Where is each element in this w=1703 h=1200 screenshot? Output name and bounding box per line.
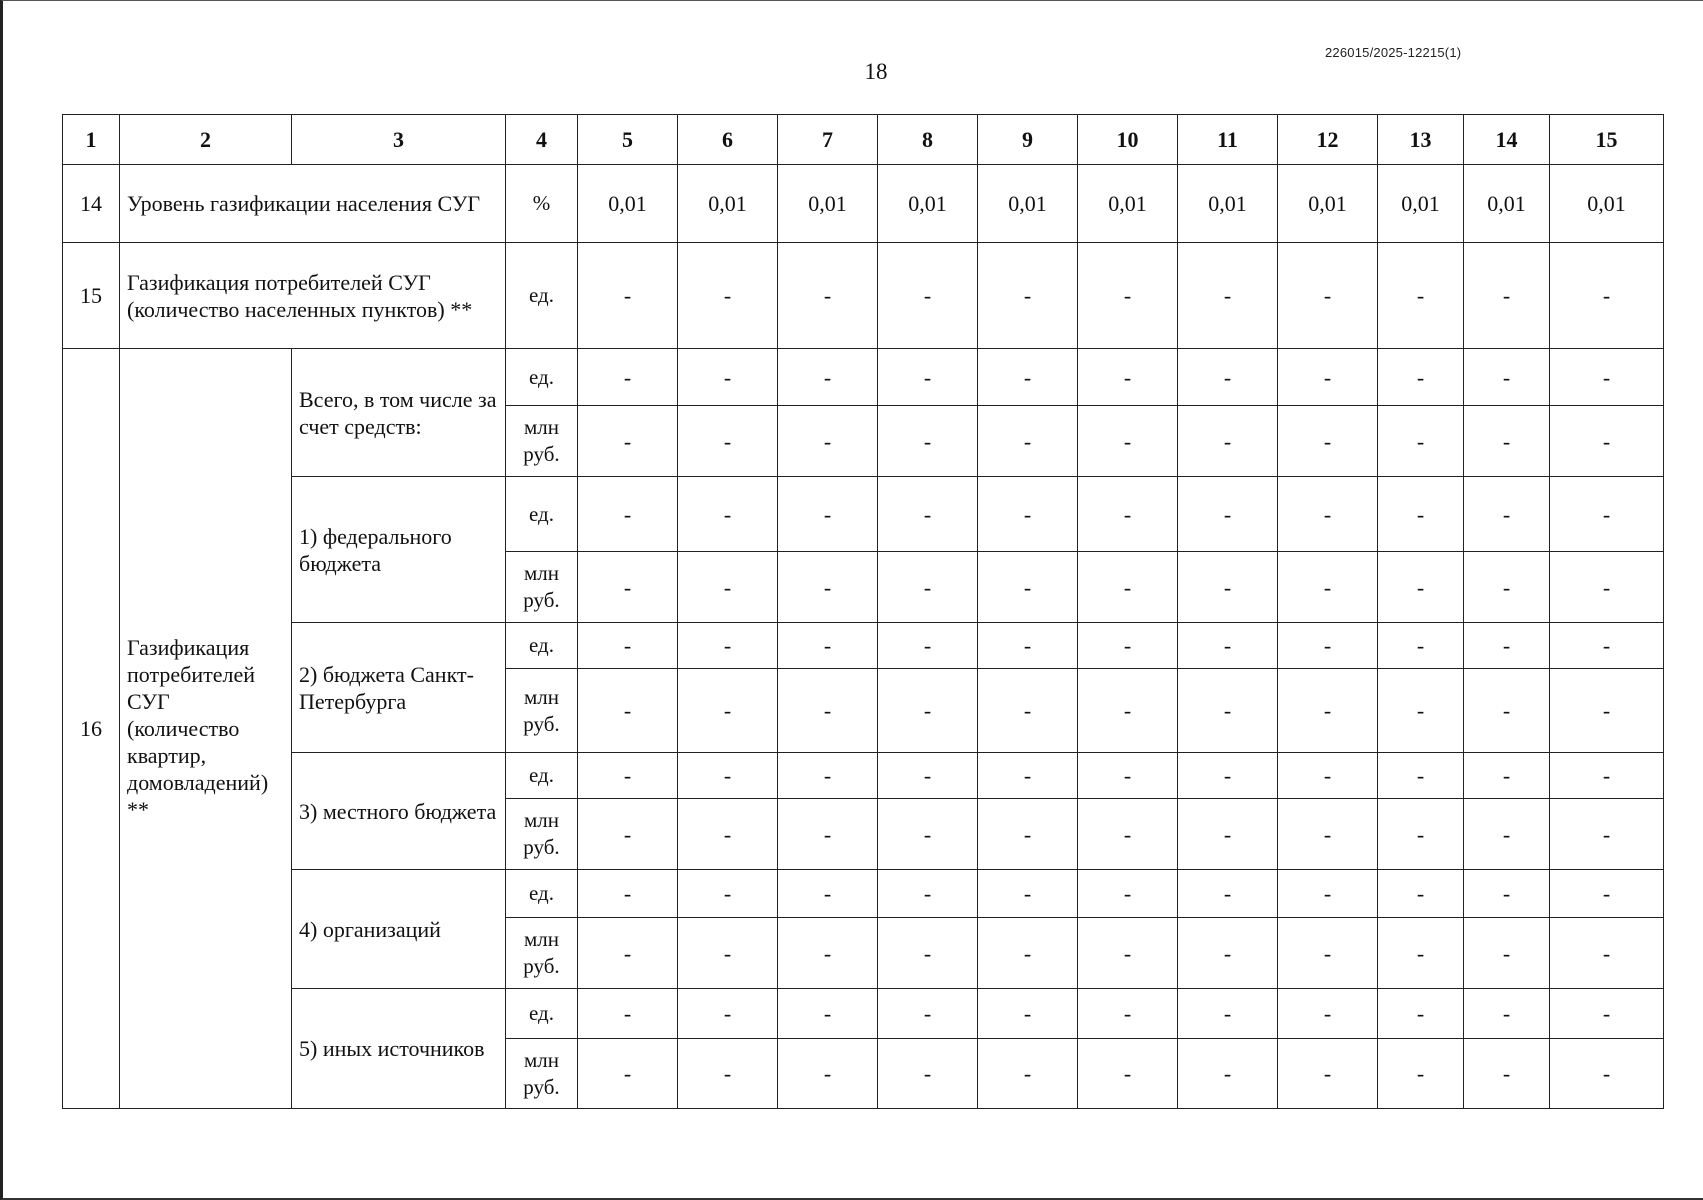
value-cell: 0,01: [978, 165, 1078, 243]
value-cell: -: [578, 753, 678, 799]
page-number: 18: [864, 59, 888, 84]
value-cell: -: [578, 669, 678, 753]
value-cell: -: [778, 989, 878, 1039]
value-cell: -: [778, 918, 878, 989]
value-cell: -: [1550, 989, 1664, 1039]
value-cell: -: [1464, 669, 1550, 753]
value-cell: -: [778, 243, 878, 349]
value-cell: -: [1178, 623, 1278, 669]
value-cell: -: [1464, 406, 1550, 477]
column-number-header: 1: [63, 115, 120, 165]
value-cell: -: [1464, 799, 1550, 870]
value-cell: -: [978, 623, 1078, 669]
value-cell: -: [1278, 349, 1378, 406]
value-cell: -: [1378, 989, 1464, 1039]
value-cell: -: [678, 918, 778, 989]
value-cell: -: [1078, 1039, 1178, 1109]
value-cell: -: [1550, 552, 1664, 623]
value-cell: -: [978, 552, 1078, 623]
unit-cell: млн руб.: [506, 669, 578, 753]
value-cell: -: [678, 552, 778, 623]
value-cell: -: [778, 870, 878, 918]
value-cell: -: [1464, 349, 1550, 406]
funding-source-label: Всего, в том числе за счет средств:: [292, 349, 506, 477]
column-number-header: 13: [1378, 115, 1464, 165]
unit-cell: ед.: [506, 477, 578, 552]
unit-cell: ед.: [506, 623, 578, 669]
table-row: [63, 753, 1664, 799]
value-cell: -: [1378, 477, 1464, 552]
value-cell: -: [1178, 870, 1278, 918]
value-cell: -: [578, 243, 678, 349]
value-cell: -: [878, 669, 978, 753]
value-cell: -: [778, 799, 878, 870]
indicator-name: Газификация потребителей СУГ (количество квартир, домовладений) **: [120, 349, 292, 1109]
value-cell: -: [1178, 918, 1278, 989]
value-cell: -: [978, 870, 1078, 918]
value-cell: -: [1278, 918, 1378, 989]
value-cell: -: [778, 623, 878, 669]
value-cell: -: [978, 477, 1078, 552]
value-cell: -: [1378, 349, 1464, 406]
value-cell: -: [1464, 753, 1550, 799]
value-cell: 0,01: [1178, 165, 1278, 243]
row-number: 15: [63, 243, 120, 349]
unit-cell: млн руб.: [506, 552, 578, 623]
value-cell: 0,01: [678, 165, 778, 243]
value-cell: -: [678, 477, 778, 552]
value-cell: -: [1178, 552, 1278, 623]
column-number-header: 7: [778, 115, 878, 165]
value-cell: 0,01: [778, 165, 878, 243]
value-cell: -: [878, 870, 978, 918]
value-cell: -: [1078, 753, 1178, 799]
column-number-header: 15: [1550, 115, 1664, 165]
value-cell: -: [778, 349, 878, 406]
value-cell: -: [1550, 243, 1664, 349]
value-cell: -: [1378, 406, 1464, 477]
value-cell: -: [978, 753, 1078, 799]
value-cell: -: [878, 1039, 978, 1109]
value-cell: -: [1078, 989, 1178, 1039]
value-cell: -: [1550, 753, 1664, 799]
value-cell: -: [778, 1039, 878, 1109]
value-cell: -: [978, 799, 1078, 870]
unit-cell: млн руб.: [506, 799, 578, 870]
column-number-header: 12: [1278, 115, 1378, 165]
column-number-header: 4: [506, 115, 578, 165]
column-number-header: 11: [1178, 115, 1278, 165]
value-cell: -: [1550, 669, 1664, 753]
value-cell: -: [1278, 753, 1378, 799]
value-cell: -: [578, 552, 678, 623]
value-cell: -: [1078, 799, 1178, 870]
value-cell: -: [1550, 918, 1664, 989]
value-cell: -: [1278, 623, 1378, 669]
value-cell: -: [678, 669, 778, 753]
value-cell: -: [578, 989, 678, 1039]
value-cell: -: [678, 753, 778, 799]
value-cell: -: [678, 243, 778, 349]
value-cell: -: [578, 918, 678, 989]
funding-source-label: 4) организаций: [292, 870, 506, 989]
value-cell: -: [878, 918, 978, 989]
value-cell: 0,01: [1278, 165, 1378, 243]
document-id: 226015/2025-12215(1): [1325, 45, 1462, 60]
value-cell: -: [1178, 406, 1278, 477]
value-cell: -: [578, 349, 678, 406]
value-cell: -: [1278, 552, 1378, 623]
value-cell: -: [1550, 1039, 1664, 1109]
indicator-name: Уровень газификации населения СУГ: [120, 165, 506, 243]
value-cell: 0,01: [878, 165, 978, 243]
column-number-header: 9: [978, 115, 1078, 165]
value-cell: -: [1178, 799, 1278, 870]
column-number-header: 8: [878, 115, 978, 165]
table-body: [63, 115, 1664, 1109]
table-row: [63, 349, 1664, 406]
value-cell: -: [1378, 799, 1464, 870]
column-number-header: 2: [120, 115, 292, 165]
column-number-header: 6: [678, 115, 778, 165]
column-number-header: 10: [1078, 115, 1178, 165]
value-cell: 0,01: [1464, 165, 1550, 243]
funding-source-label: 1) федерального бюджета: [292, 477, 506, 623]
indicator-name: Газификация потребителей СУГ (количество населенных пунктов) **: [120, 243, 506, 349]
value-cell: 0,01: [578, 165, 678, 243]
value-cell: -: [978, 406, 1078, 477]
value-cell: -: [978, 243, 1078, 349]
value-cell: -: [878, 477, 978, 552]
value-cell: -: [1378, 552, 1464, 623]
value-cell: -: [1464, 623, 1550, 669]
value-cell: -: [1278, 870, 1378, 918]
unit-cell: ед.: [506, 870, 578, 918]
value-cell: -: [578, 623, 678, 669]
value-cell: -: [678, 870, 778, 918]
value-cell: -: [1078, 669, 1178, 753]
value-cell: -: [1464, 243, 1550, 349]
table-row: [63, 165, 1664, 243]
value-cell: -: [1178, 477, 1278, 552]
value-cell: -: [1178, 753, 1278, 799]
value-cell: -: [678, 406, 778, 477]
value-cell: -: [678, 799, 778, 870]
value-cell: -: [1078, 477, 1178, 552]
unit-cell: ед.: [506, 243, 578, 349]
value-cell: -: [1464, 918, 1550, 989]
value-cell: -: [678, 623, 778, 669]
value-cell: -: [878, 552, 978, 623]
table-row: [63, 989, 1664, 1039]
value-cell: -: [878, 989, 978, 1039]
value-cell: -: [1378, 918, 1464, 989]
unit-cell: млн руб.: [506, 406, 578, 477]
value-cell: -: [778, 552, 878, 623]
value-cell: 0,01: [1078, 165, 1178, 243]
table-row: [63, 870, 1664, 918]
value-cell: -: [1550, 799, 1664, 870]
value-cell: -: [1278, 989, 1378, 1039]
table-row: [63, 243, 1664, 349]
value-cell: -: [978, 349, 1078, 406]
column-number-header: 3: [292, 115, 506, 165]
value-cell: 0,01: [1378, 165, 1464, 243]
unit-cell: ед.: [506, 989, 578, 1039]
value-cell: -: [878, 243, 978, 349]
value-cell: -: [1464, 477, 1550, 552]
value-cell: -: [1550, 623, 1664, 669]
value-cell: -: [878, 349, 978, 406]
value-cell: -: [1378, 623, 1464, 669]
value-cell: -: [578, 406, 678, 477]
value-cell: -: [578, 870, 678, 918]
value-cell: -: [778, 477, 878, 552]
value-cell: -: [978, 669, 1078, 753]
value-cell: -: [878, 799, 978, 870]
value-cell: -: [678, 349, 778, 406]
value-cell: -: [1078, 870, 1178, 918]
value-cell: -: [1464, 1039, 1550, 1109]
row-number: 14: [63, 165, 120, 243]
funding-source-label: 3) местного бюджета: [292, 753, 506, 870]
column-number-row: [63, 115, 1664, 165]
value-cell: -: [1278, 669, 1378, 753]
funding-source-label: 2) бюджета Санкт-Петербурга: [292, 623, 506, 753]
value-cell: -: [1178, 669, 1278, 753]
value-cell: -: [678, 989, 778, 1039]
funding-source-label: 5) иных источников: [292, 989, 506, 1109]
value-cell: -: [1378, 669, 1464, 753]
value-cell: -: [978, 918, 1078, 989]
value-cell: -: [1278, 1039, 1378, 1109]
value-cell: -: [1550, 477, 1664, 552]
value-cell: -: [1378, 753, 1464, 799]
value-cell: -: [1278, 406, 1378, 477]
column-number-header: 14: [1464, 115, 1550, 165]
value-cell: -: [578, 799, 678, 870]
value-cell: -: [678, 1039, 778, 1109]
value-cell: -: [878, 623, 978, 669]
value-cell: 0,01: [1550, 165, 1664, 243]
value-cell: -: [1550, 870, 1664, 918]
value-cell: -: [1178, 243, 1278, 349]
value-cell: -: [1378, 870, 1464, 918]
value-cell: -: [1550, 406, 1664, 477]
unit-cell: ед.: [506, 349, 578, 406]
table-row: [63, 623, 1664, 669]
value-cell: -: [978, 1039, 1078, 1109]
value-cell: -: [1178, 989, 1278, 1039]
value-cell: -: [1378, 243, 1464, 349]
column-number-header: 5: [578, 115, 678, 165]
value-cell: -: [1464, 989, 1550, 1039]
value-cell: -: [1278, 243, 1378, 349]
value-cell: -: [1078, 406, 1178, 477]
indicators-table: [62, 114, 1664, 1109]
value-cell: -: [878, 406, 978, 477]
value-cell: -: [978, 989, 1078, 1039]
value-cell: -: [778, 406, 878, 477]
unit-cell: %: [506, 165, 578, 243]
value-cell: -: [1078, 243, 1178, 349]
value-cell: -: [1078, 349, 1178, 406]
unit-cell: ед.: [506, 753, 578, 799]
unit-cell: млн руб.: [506, 1039, 578, 1109]
unit-cell: млн руб.: [506, 918, 578, 989]
value-cell: -: [1278, 799, 1378, 870]
value-cell: -: [1464, 870, 1550, 918]
value-cell: -: [1078, 552, 1178, 623]
value-cell: -: [578, 477, 678, 552]
value-cell: -: [578, 1039, 678, 1109]
value-cell: -: [878, 753, 978, 799]
value-cell: -: [778, 753, 878, 799]
value-cell: -: [1550, 349, 1664, 406]
table-row: [63, 477, 1664, 552]
value-cell: -: [1078, 623, 1178, 669]
row-number: 16: [63, 349, 120, 1109]
value-cell: -: [1378, 1039, 1464, 1109]
value-cell: -: [1278, 477, 1378, 552]
value-cell: -: [1464, 552, 1550, 623]
value-cell: -: [1178, 1039, 1278, 1109]
value-cell: -: [1178, 349, 1278, 406]
value-cell: -: [1078, 918, 1178, 989]
value-cell: -: [778, 669, 878, 753]
